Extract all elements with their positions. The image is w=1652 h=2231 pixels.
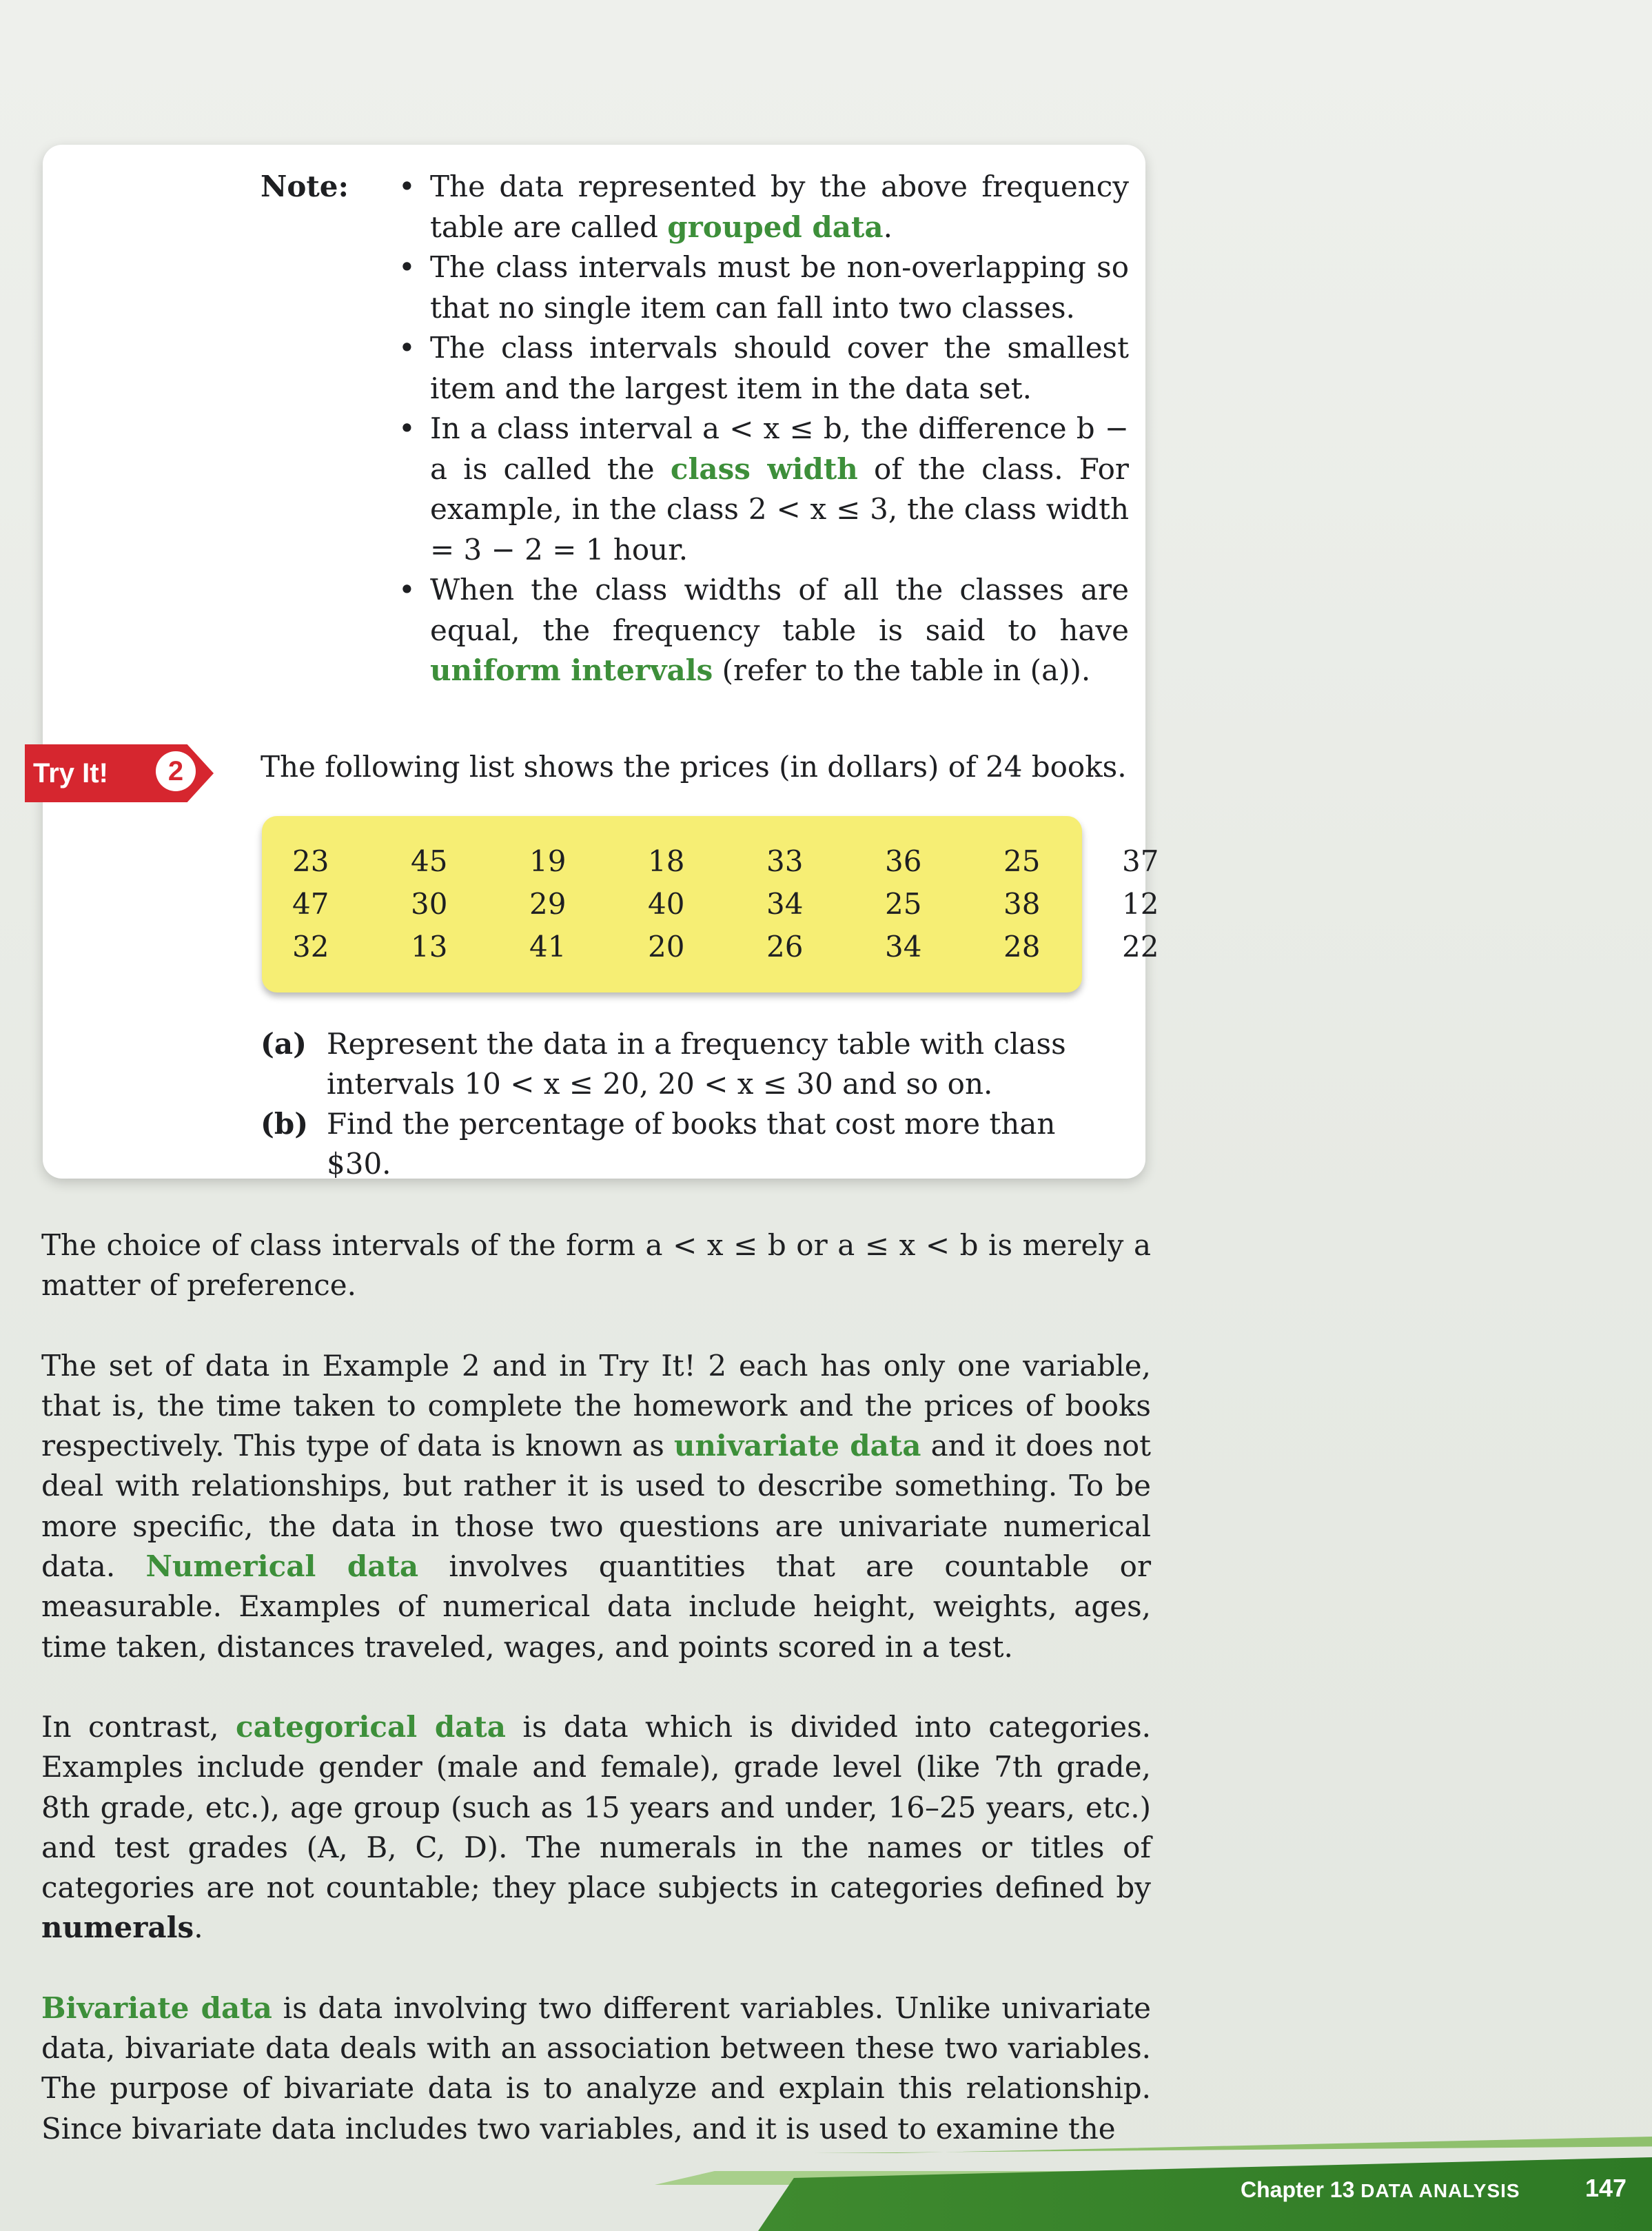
question-b xyxy=(261,1104,1129,1184)
price-cell: 13 xyxy=(411,929,448,964)
price-cell: 34 xyxy=(766,886,804,921)
price-cell: 34 xyxy=(885,929,922,964)
term-categorical-data: categorical data xyxy=(236,1709,507,1744)
price-cell: 19 xyxy=(529,844,567,878)
table-row xyxy=(276,839,1224,882)
price-cell: 29 xyxy=(529,886,567,921)
price-cell: 23 xyxy=(292,844,329,878)
question-text: Represent the data in a frequency table with class intervals 10 < x ≤ 20, 20 < x ≤ 30 and so on. xyxy=(327,1027,1066,1101)
question-letter: (a) xyxy=(261,1027,307,1061)
table-row xyxy=(276,925,1224,968)
try-it-number: 2 xyxy=(156,751,196,791)
term-numerals: numerals xyxy=(41,1911,194,1945)
prices-table xyxy=(276,839,1224,968)
price-cell: 22 xyxy=(1122,929,1159,964)
note-bullet-class-width: • In a class interval a < x ≤ b, the difference b − a is called the class width of the class. For example, in the class 2 < x ≤ 3, the class width = 3 − 2 = 1 hour. xyxy=(398,409,1129,570)
try-it-label: Try It! xyxy=(33,758,108,788)
price-cell: 26 xyxy=(766,929,804,964)
price-cell: 36 xyxy=(885,844,922,878)
body-text xyxy=(41,1225,1151,2189)
price-cell: 33 xyxy=(766,844,804,878)
price-cell: 32 xyxy=(292,929,329,964)
price-cell: 41 xyxy=(529,929,567,964)
note-bullet-uniform-intervals: • When the class widths of all the classes are equal, the frequency table is said to have uniform intervals (refer to the table in (a)). xyxy=(398,570,1129,691)
try-it-intro: The following list shows the prices (in dollars) of 24 books. xyxy=(261,750,1127,784)
try-it-questions xyxy=(261,1024,1129,1184)
price-cell: 47 xyxy=(292,886,329,921)
paragraph-class-intervals: The choice of class intervals of the form a < x ≤ b or a ≤ x < b is merely a matter of preference. xyxy=(41,1228,1151,1303)
price-cell: 25 xyxy=(1003,844,1041,878)
term-grouped-data: grouped data xyxy=(667,210,884,244)
price-cell: 38 xyxy=(1003,886,1041,921)
footer-chapter-title: DATA ANALYSIS xyxy=(1360,2180,1520,2201)
price-cell: 12 xyxy=(1122,886,1159,921)
note-block xyxy=(261,167,1129,691)
footer-chapter xyxy=(1241,2172,1520,2208)
page-number: 147 xyxy=(1585,2174,1627,2202)
price-cell: 37 xyxy=(1122,844,1159,878)
question-a xyxy=(261,1024,1129,1104)
note-list xyxy=(261,167,1129,691)
note-label: Note: xyxy=(261,170,349,203)
term-numerical-data: Numerical data xyxy=(145,1549,419,1584)
footer-chapter-number: Chapter 13 xyxy=(1241,2177,1355,2202)
term-bivariate-data: Bivariate data xyxy=(41,1990,272,2025)
term-class-width: class width xyxy=(670,451,858,486)
price-cell: 18 xyxy=(648,844,685,878)
term-uniform-intervals: uniform intervals xyxy=(430,653,713,687)
price-cell: 28 xyxy=(1003,929,1041,964)
price-cell: 25 xyxy=(885,886,922,921)
term-univariate-data: univariate data xyxy=(673,1429,921,1463)
price-cell: 45 xyxy=(411,844,448,878)
price-cell: 20 xyxy=(648,929,685,964)
paragraph-univariate: The set of data in Example 2 and in Try It! 2 each has only one variable, that is, the time taken to complete the homework and the prices of books respectively. This type of data is known as univariate data and it does not deal with relationships, but rather it is used to describe something. To be more specific, the data in those two questions are univariate numerical data. Numerical data involves quantities that are countable or measurable. Examples of numerical data include height, weights, ages, time taken, distances traveled, wages, and points scored in a test. xyxy=(41,1348,1152,1664)
note-bullet-cover-range: • The class intervals should cover the smallest item and the largest item in the data set. xyxy=(398,328,1129,409)
price-cell: 30 xyxy=(411,886,448,921)
note-bullet-non-overlapping: • The class intervals must be non-overlapping so that no single item can fall into two classes. xyxy=(398,247,1129,328)
paragraph-categorical: In contrast, categorical data is data which is divided into categories. Examples include gender (male and female), grade level (like 7th grade, 8th grade, etc.), age group (such as 15 years and under, 16–25 years, etc.) and test grades (A, B, C, D). The numerals in the names or titles of categories are not countable; they place subjects in categories defined by numerals. xyxy=(41,1709,1151,1945)
note-bullet-grouped-data: • The data represented by the above frequency table are called grouped data. xyxy=(398,167,1129,247)
question-text: Find the percentage of books that cost more than $30. xyxy=(327,1107,1056,1181)
paragraph-bivariate: Bivariate data is data involving two different variables. Unlike univariate data, bivariate data deals with an association between these two variables. The purpose of bivariate data is to analyze and explain this relationship. Since bivariate data includes two variables, and it is used to examine the xyxy=(41,1990,1151,2146)
table-row xyxy=(276,882,1224,925)
question-letter: (b) xyxy=(261,1107,309,1141)
price-cell: 40 xyxy=(648,886,685,921)
